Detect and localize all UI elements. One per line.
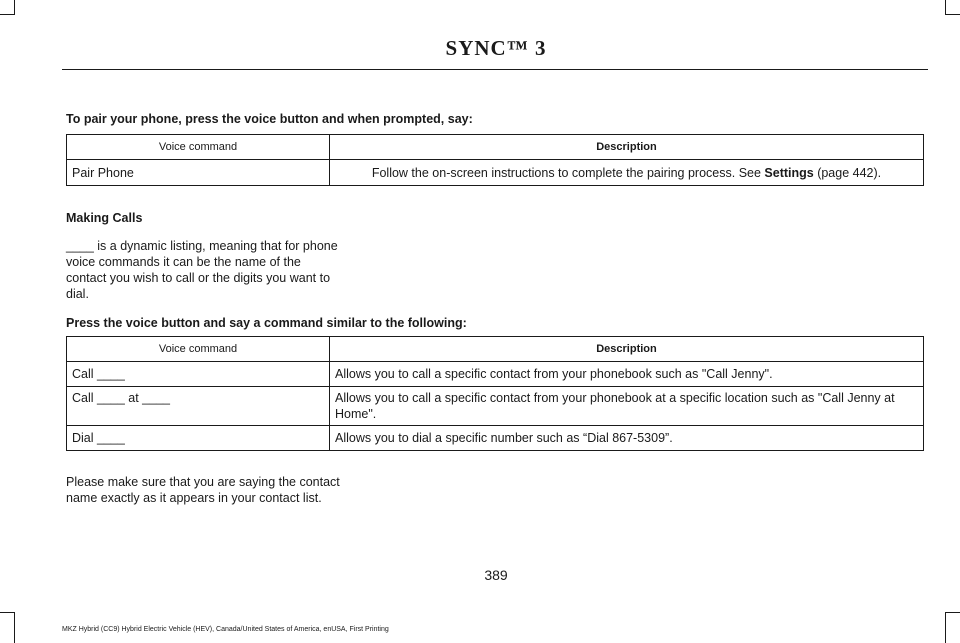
voice-command-cell: Dial ____: [67, 426, 330, 451]
call-commands-table: [66, 336, 924, 451]
crop-mark: [945, 14, 960, 15]
voice-command-header: Voice command: [67, 135, 330, 160]
description-cell: Allows you to call a specific contact from your phonebook such as "Call Jenny".: [330, 362, 924, 387]
header-rule: [62, 69, 928, 70]
settings-link[interactable]: Settings: [764, 165, 814, 180]
table-header-row: [67, 337, 924, 362]
description-text: Follow the on-screen instructions to complete the pairing process. See: [371, 165, 765, 180]
crop-mark: [945, 612, 960, 613]
call-commands-intro: Press the voice button and say a command similar to the following:: [66, 316, 467, 330]
page-header-title: SYNC™ 3: [445, 36, 547, 60]
making-calls-paragraph: ____ is a dynamic listing, meaning that for phone voice commands it can be the name of the contact you wish to call or the digits you want to dial.: [66, 239, 338, 301]
voice-command-cell: Call ____: [67, 362, 330, 387]
closing-paragraph: Please make sure that you are saying the contact name exactly as it appears in your contact list.: [66, 475, 340, 505]
crop-mark: [945, 0, 946, 15]
crop-mark: [0, 14, 15, 15]
table-row: [67, 160, 924, 186]
table-row: [67, 387, 924, 426]
table-row: [67, 426, 924, 451]
pair-phone-intro: To pair your phone, press the voice button and when prompted, say:: [66, 112, 473, 126]
description-header: Description: [330, 135, 924, 160]
voice-command-cell: Call ____ at ____: [67, 387, 330, 426]
making-calls-heading: Making Calls: [66, 211, 143, 225]
crop-mark: [945, 612, 946, 643]
description-cell: [330, 160, 924, 186]
description-header: Description: [330, 337, 924, 362]
crop-mark: [0, 612, 15, 613]
crop-mark: [14, 612, 15, 643]
page-number: 389: [484, 567, 508, 583]
crop-mark: [14, 0, 15, 15]
table-row: [67, 362, 924, 387]
footer-text: MKZ Hybrid (CC9) Hybrid Electric Vehicle (HEV), Canada/United States of America, enUSA, First Printing: [62, 626, 389, 633]
description-cell: Allows you to dial a specific number such as “Dial 867-5309”.: [330, 426, 924, 451]
table-header-row: [67, 135, 924, 160]
description-text: (page 442).: [813, 165, 882, 180]
voice-command-cell: Pair Phone: [67, 160, 330, 186]
voice-command-header: Voice command: [67, 337, 330, 362]
pair-phone-table: [66, 134, 924, 186]
description-cell: Allows you to call a specific contact from your phonebook at a specific location such as "Call Jenny at Home".: [330, 387, 924, 426]
